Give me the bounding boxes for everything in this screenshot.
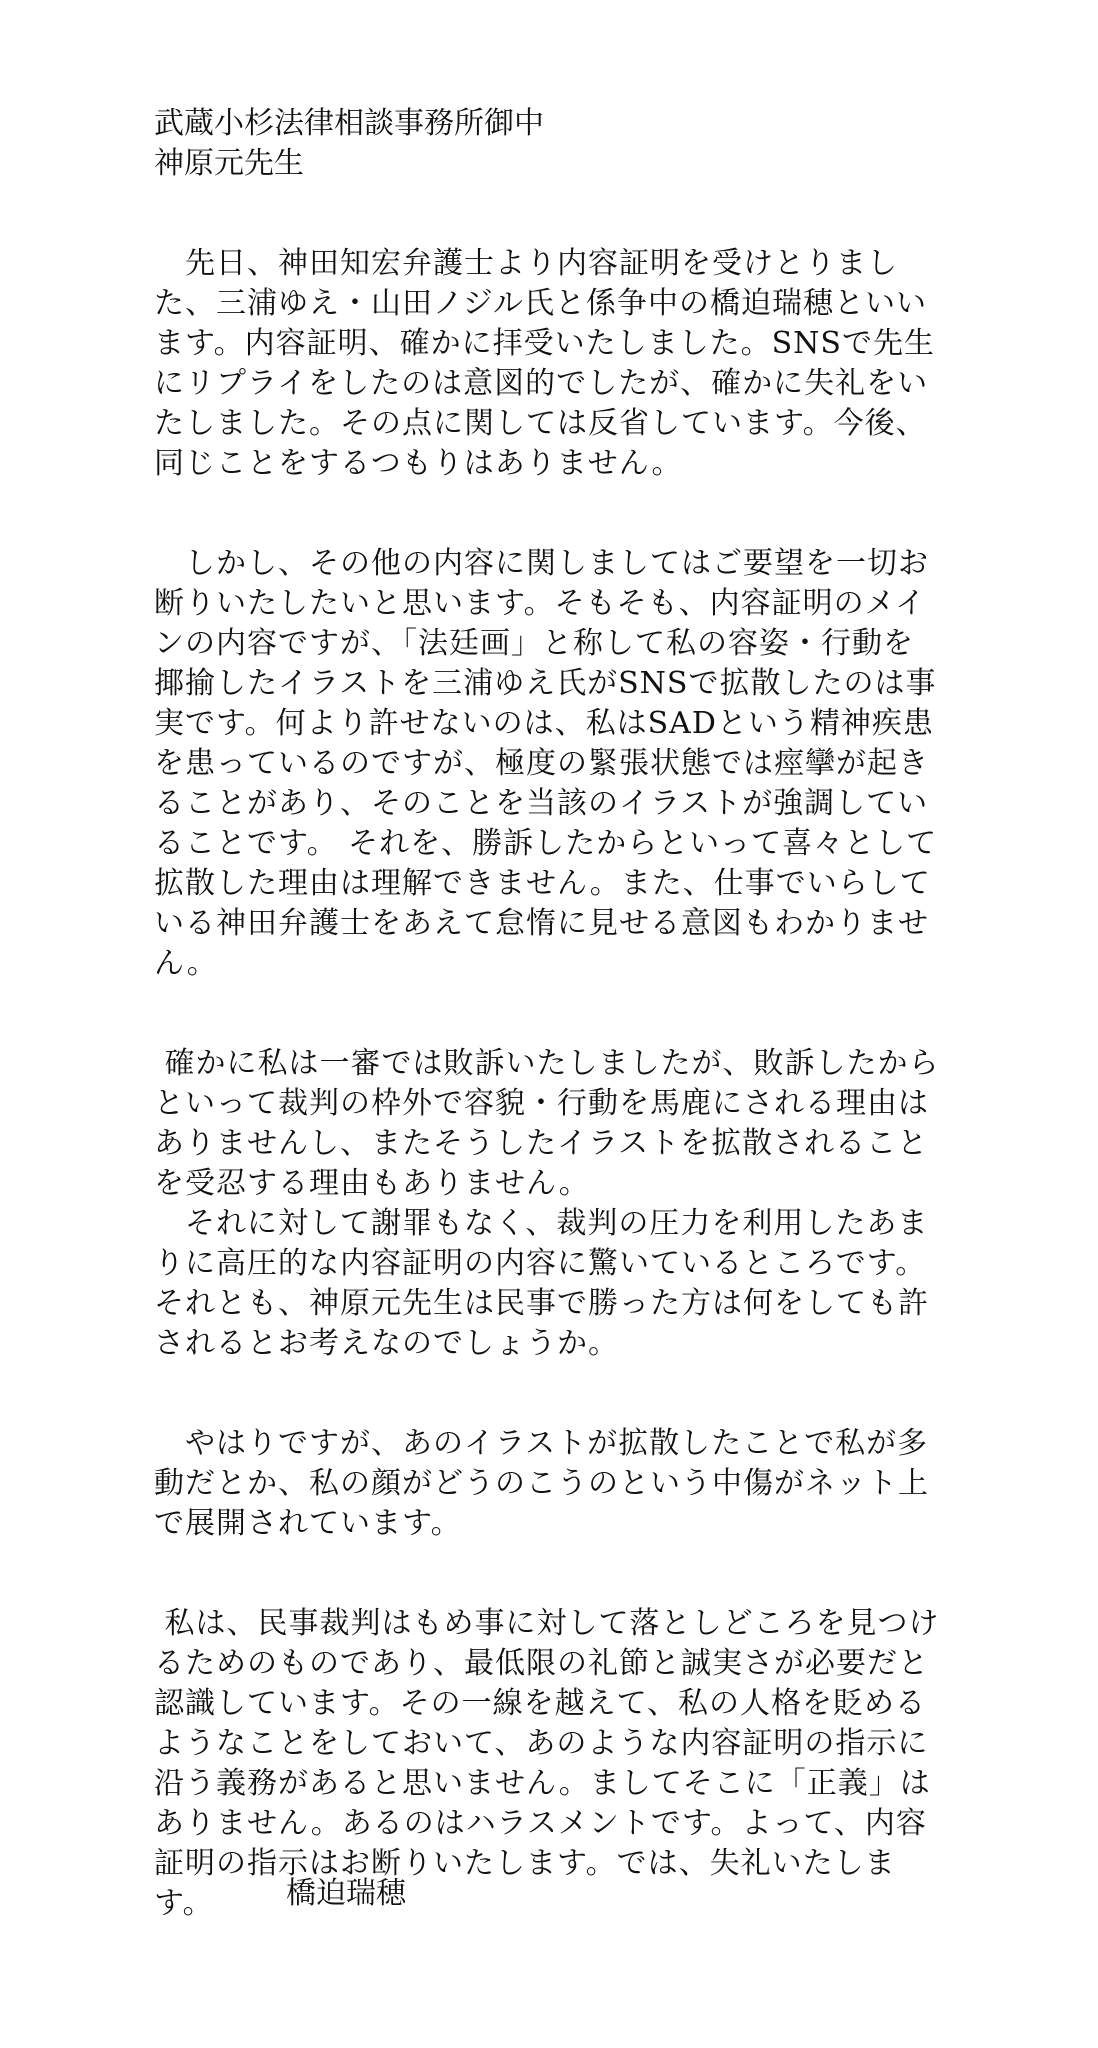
spacer	[154, 984, 944, 1044]
addressee-person: 神原元先生	[154, 146, 304, 181]
paragraph-defamation: やはりですが、あのイラストが拡散したことで私が多動だとか、私の顔がどうのこうのという中傷がネット上で展開されています。	[154, 1426, 929, 1541]
spacer	[154, 184, 944, 244]
paragraph-conclusion: 私は、民事裁判はもめ事に対して落としどころを見つけるためのものであり、最低限の礼節と誠実さが必要だと認識しています。その一線を越えて、私の人格を貶めるようなことをしておいて、あのような内容証明の指示に沿う義務があると思いません。ましてそこに「正義」はありません。あるのはハラスメントです。よって、内容証明の指示はお断りいたします。では、失礼いたします。	[154, 1606, 940, 1921]
letter-body	[154, 104, 944, 1924]
paragraph-acknowledgement: 先日、神田知宏弁護士より内容証明を受けとりました、三浦ゆえ・山田ノジル氏と係争中の橋迫瑞穂といいます。内容証明、確かに拝受いたしました。SNSで先生にリプライをしたのは意図的でしたが、確かに失礼をいたしました。その点に関しては反省しています。今後、同じことをするつもりはありません。	[154, 246, 935, 481]
addressee-office: 武蔵小杉法律相談事務所御中	[154, 106, 544, 141]
spacer	[154, 484, 944, 544]
signature: 橋迫瑞穂	[286, 1876, 406, 1911]
addressee-block	[154, 104, 944, 184]
paragraph-no-apology: それに対して謝罪もなく、裁判の圧力を利用したあまりに高圧的な内容証明の内容に驚いているところです。それとも、神原元先生は民事で勝った方は何をしても許されるとお考えなのでしょうか。	[154, 1206, 929, 1361]
paragraph-first-instance: 確かに私は一審では敗訴いたしましたが、敗訴したからといって裁判の枠外で容貌・行動を馬鹿にされる理由はありませんし、またそうしたイラストを拡散されることを受忍する理由もありません。	[154, 1046, 940, 1201]
spacer	[154, 1364, 944, 1424]
spacer	[154, 1544, 944, 1604]
paragraph-refusal: しかし、その他の内容に関しましてはご要望を一切お断りいたしたいと思います。そもそも、内容証明のメインの内容ですが、「法廷画」と称して私の容姿・行動を揶揄したイラストを三浦ゆえ氏がSNSで拡散したのは事実です。何より許せないのは、私はSADという精神疾患を患っているのですが、極度の緊張状態では痙攣が起きることがあり、そのことを当該のイラストが強調していることです。 それを、勝訴したからといって喜々として拡散した理由は理解できません。また、仕事でいらしている神田弁護士をあえて怠惰に見せる意図もわかりません。	[154, 546, 938, 981]
